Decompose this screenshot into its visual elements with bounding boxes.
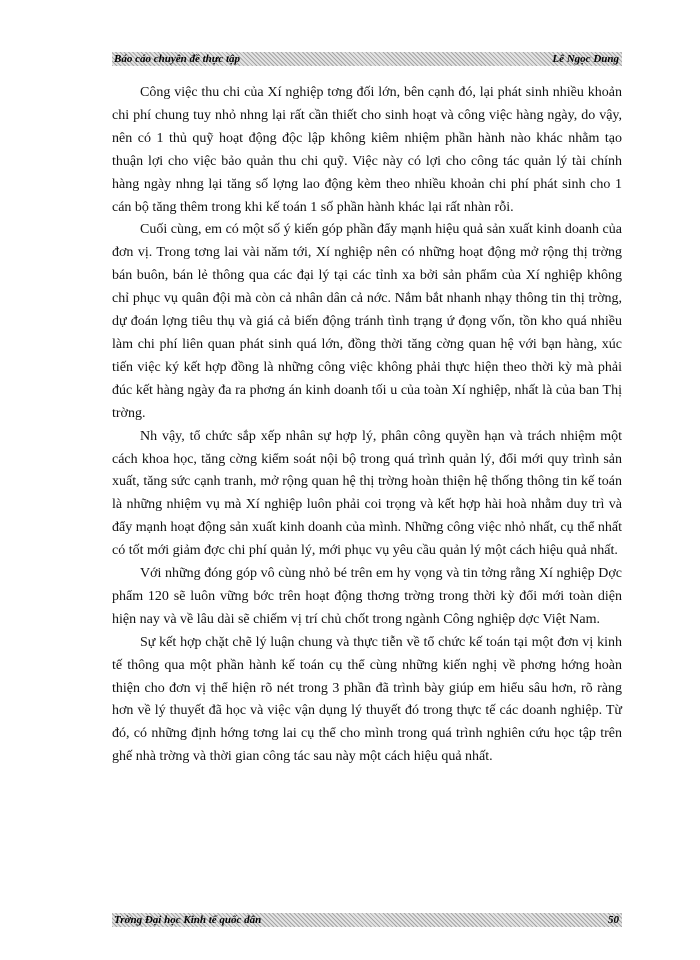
header-author-name: Lê Ngọc Dung — [552, 53, 619, 65]
paragraph-5: Sự kết hợp chặt chẽ lý luận chung và thực tiễn về tổ chức kế toán tại một đơn vị kinh tế thông qua một phần hành kế toán cụ thể cùng những kiến nghị về phơng hớng hoàn thiện cho đơn vị thể hiện rõ nét trong 3 phần đã trình bày giúp em hiểu sâu hơn, rõ ràng hơn về lý thuyết đã học và việc vận dụng lý thuyết đó trong thực tế các doanh nghiệp. Từ đó, có những định hớng tơng lai cụ thể cho mình trong quá trình nghiên cứu học tập trên ghế nhà trờng và thời gian công tác sau này một cách hiệu quả nhất. — [112, 634, 622, 765]
paragraph-4: Với những đóng góp vô cùng nhỏ bé trên em hy vọng và tin tởng rằng Xí nghiệp Dợc phẩm 120 sẽ luôn vững bớc trên hoạt động thơng trờng trong thời kỳ đổi mới toàn diện hiện nay và về lâu dài sẽ chiếm vị trí chủ chốt trong ngành Công nghiệp dợc Việt Nam. — [112, 566, 622, 627]
paragraph-3: Nh vậy, tổ chức sắp xếp nhân sự hợp lý, phân công quyền hạn và trách nhiệm một cách khoa học, tăng cờng kiểm soát nội bộ trong quá trình quản lý, đổi mới quy trình sản xuất, tăng sức cạnh tranh, mở rộng quan hệ thị trờng hoàn thiện hệ thống thông tin kế toán là những nhiệm vụ mà Xí nghiệp luôn phải coi trọng và kết hợp hài hoà nhằm duy trì và đẩy mạnh hoạt động sản xuất kinh doanh của mình. Những công việc nhỏ nhất, cụ thể nhất có tốt mới giảm đợc chi phí quản lý, mới phục vụ yêu cầu quản lý một cách hiệu quả nhất. — [112, 428, 622, 559]
page-header — [112, 52, 622, 66]
paragraph-2: Cuối cùng, em có một số ý kiến góp phần đẩy mạnh hiệu quả sản xuất kinh doanh của đơn vị. Trong tơng lai vài năm tới, Xí nghiệp nên có những hoạt động mở rộng thị trờng bán buôn, bán lẻ thông qua các đại lý tại các tỉnh xa bởi sản phẩm của Xí nghiệp không chỉ phục vụ quân đội mà còn cả nhân dân cả nớc. Nắm bắt nhanh nhạy thông tin thị trờng, dự đoán lợng tiêu thụ và giá cả biến động tránh tình trạng ứ đọng vốn, tồn kho quá nhiều làm chi phí liên quan phát sinh quá lớn, đồng thời tăng cờng quan hệ với bạn hàng, xúc tiến việc ký kết hợp đồng là những công việc không phải thực hiện theo thời kỳ mà phải đúc kết hàng ngày đa ra phơng án kinh doanh tối u của toàn Xí nghiệp, nhất là của ban Thị trờng. — [112, 222, 622, 421]
document-body — [112, 82, 622, 769]
paragraph-1: Công việc thu chi của Xí nghiệp tơng đối lớn, bên cạnh đó, lại phát sinh nhiều khoản chi phí chung tuy nhỏ nhng lại rất cần thiết cho sinh hoạt và công việc hàng ngày, do vậy, nên có 1 thủ quỹ hoạt động độc lập không kiêm nhiệm phần hành nào khác nhằm tạo thuận lợi cho việc bảo quản thu chi quỹ. Việc này có lợi cho công tác quản lý tài chính hàng ngày nhng lại tăng số lợng lao động kèm theo nhiều khoản chi phí phát sinh cho 1 cán bộ tăng thêm trong khi kế toán 1 số phần hành khác lại rất nhàn rỗi. — [112, 85, 622, 215]
page-number: 50 — [608, 914, 619, 926]
footer-university-name: Trờng Đại học Kinh tế quốc dân — [114, 914, 262, 926]
header-report-title: Báo cáo chuyên đề thực tập — [114, 53, 241, 65]
page-footer — [112, 913, 622, 927]
